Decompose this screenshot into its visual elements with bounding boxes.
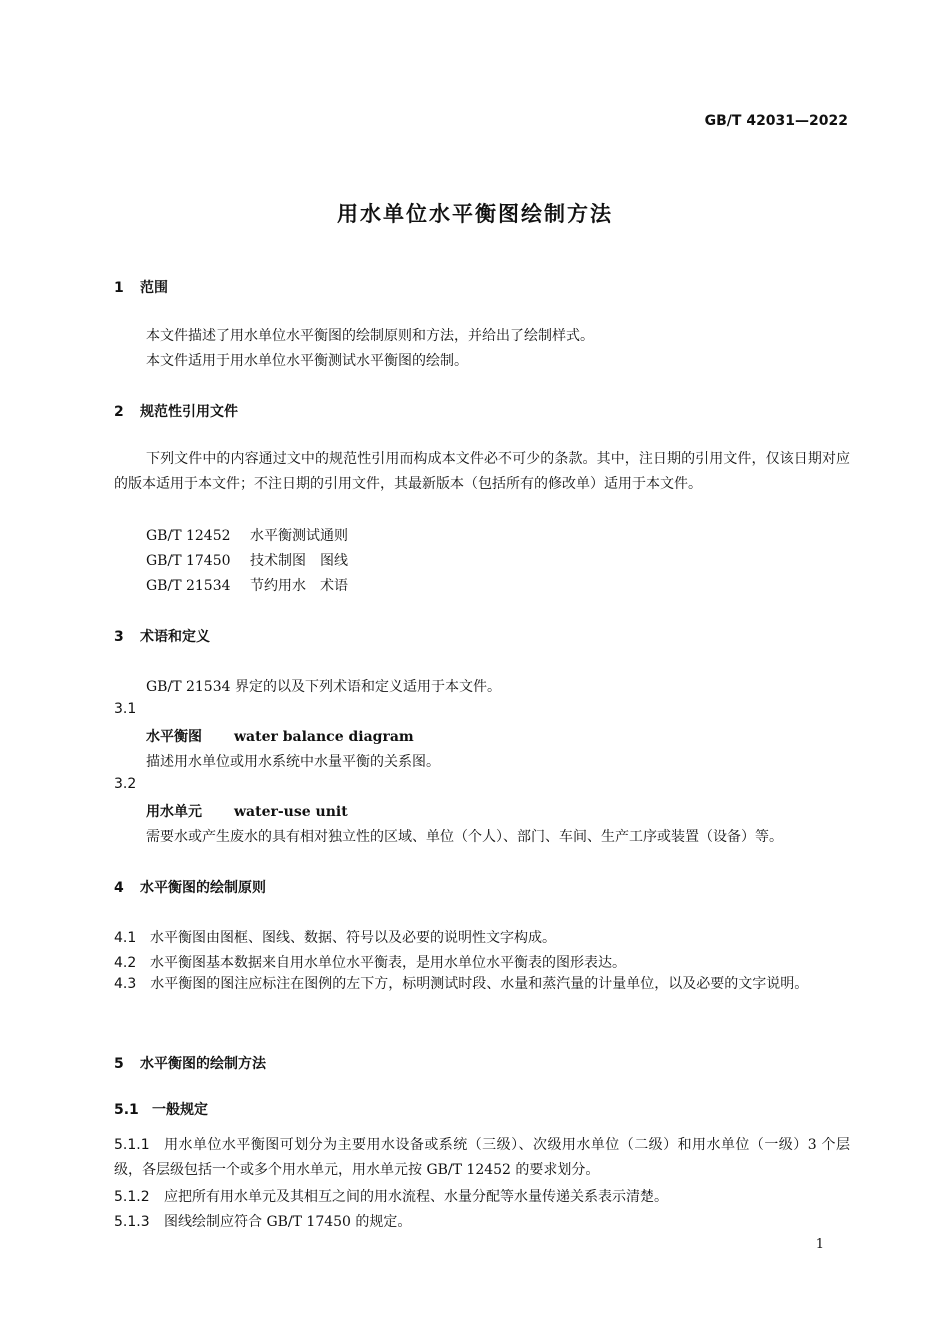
section-5-heading	[114, 1053, 266, 1073]
term-definition: 需要水或产生废水的具有相对独立性的区域、单位（个人）、部门、车间、生产工序或装置（设备）等。	[146, 829, 783, 845]
clause-number: 5.1.1	[114, 1137, 150, 1153]
clause-number: 4.2	[114, 955, 137, 971]
clause-4-2	[114, 952, 626, 972]
term-chinese: 用水单元	[146, 804, 202, 820]
term-entry	[146, 801, 348, 821]
clause-text: 图线绘制应符合 GB/T 17450 的规定。	[164, 1214, 412, 1230]
reference-title: 技术制图 图线	[250, 553, 348, 569]
clause-5-1-3	[114, 1211, 411, 1231]
reference-code: GB/T 17450	[146, 553, 231, 569]
subsection-5-1-heading	[114, 1099, 208, 1119]
section-number: 1	[114, 280, 124, 296]
reference-title: 节约用水 术语	[250, 578, 348, 594]
term-entry	[146, 726, 414, 746]
term-english: water balance diagram	[234, 729, 414, 745]
clause-text: 水平衡图由图框、图线、数据、符号以及必要的说明性文字构成。	[150, 930, 556, 946]
clause-number: 4.3	[114, 976, 137, 992]
section-1-paragraph-2: 本文件适用于用水单位水平衡测试水平衡图的绘制。	[146, 353, 468, 369]
clause-number: 5.1.3	[114, 1214, 150, 1230]
clause-number: 4.1	[114, 930, 137, 946]
section-1-paragraph-1: 本文件描述了用水单位水平衡图的绘制原则和方法，并给出了绘制样式。	[146, 328, 594, 344]
reference-code: GB/T 21534	[146, 578, 231, 594]
term-english: water-use unit	[234, 804, 348, 820]
term-chinese: 水平衡图	[146, 729, 202, 745]
section-number: 3	[114, 629, 124, 645]
subsection-number: 5.1	[114, 1102, 139, 1118]
section-title: 水平衡图的绘制原则	[140, 880, 266, 896]
clause-text: 水平衡图的图注应标注在图例的左下方，标明测试时段、水量和蒸汽量的计量单位，以及必要的文字说明。	[150, 976, 809, 992]
document-title: 用水单位水平衡图绘制方法	[337, 202, 613, 226]
section-2-heading	[114, 401, 238, 421]
reference-item	[146, 525, 348, 545]
section-3-heading	[114, 626, 210, 646]
subsection-title: 一般规定	[152, 1102, 208, 1118]
clause-4-3	[114, 972, 850, 997]
section-number: 4	[114, 880, 124, 896]
clause-text: 应把所有用水单元及其相互之间的用水流程、水量分配等水量传递关系表示清楚。	[164, 1189, 668, 1205]
section-1-heading	[114, 277, 168, 297]
reference-title: 水平衡测试通则	[250, 528, 348, 544]
reference-code: GB/T 12452	[146, 528, 231, 544]
reference-item	[146, 550, 348, 570]
term-number: 3.2	[114, 776, 137, 792]
clause-5-1-1	[114, 1133, 850, 1183]
section-number: 2	[114, 404, 124, 420]
section-4-heading	[114, 877, 266, 897]
section-title: 范围	[140, 280, 168, 296]
clause-5-1-2	[114, 1186, 668, 1206]
clause-text: 水平衡图基本数据来自用水单位水平衡表，是用水单位水平衡表的图形表达。	[150, 955, 626, 971]
term-definition: 描述用水单位或用水系统中水量平衡的关系图。	[146, 754, 440, 770]
section-number: 5	[114, 1056, 124, 1072]
section-title: 规范性引用文件	[140, 404, 238, 420]
section-title: 水平衡图的绘制方法	[140, 1056, 266, 1072]
reference-item	[146, 575, 348, 595]
clause-text: 用水单位水平衡图可划分为主要用水设备或系统（三级）、次级用水单位（二级）和用水单位（一级）3 个层级，各层级包括一个或多个用水单元，用水单元按 GB/T 12452 的要求划分。	[114, 1137, 850, 1178]
section-title: 术语和定义	[140, 629, 210, 645]
clause-number: 5.1.2	[114, 1189, 150, 1205]
standard-number: GB/T 42031—2022	[704, 113, 848, 129]
page-number: 1	[815, 1237, 824, 1252]
term-number: 3.1	[114, 701, 137, 717]
section-2-paragraph: 下列文件中的内容通过文中的规范性引用而构成本文件必不可少的条款。其中，注日期的引用文件，仅该日期对应的版本适用于本文件；不注日期的引用文件，其最新版本（包括所有的修改单）适用于本文件。	[114, 451, 850, 492]
clause-4-1	[114, 927, 556, 947]
section-3-paragraph: GB/T 21534 界定的以及下列术语和定义适用于本文件。	[146, 679, 501, 695]
